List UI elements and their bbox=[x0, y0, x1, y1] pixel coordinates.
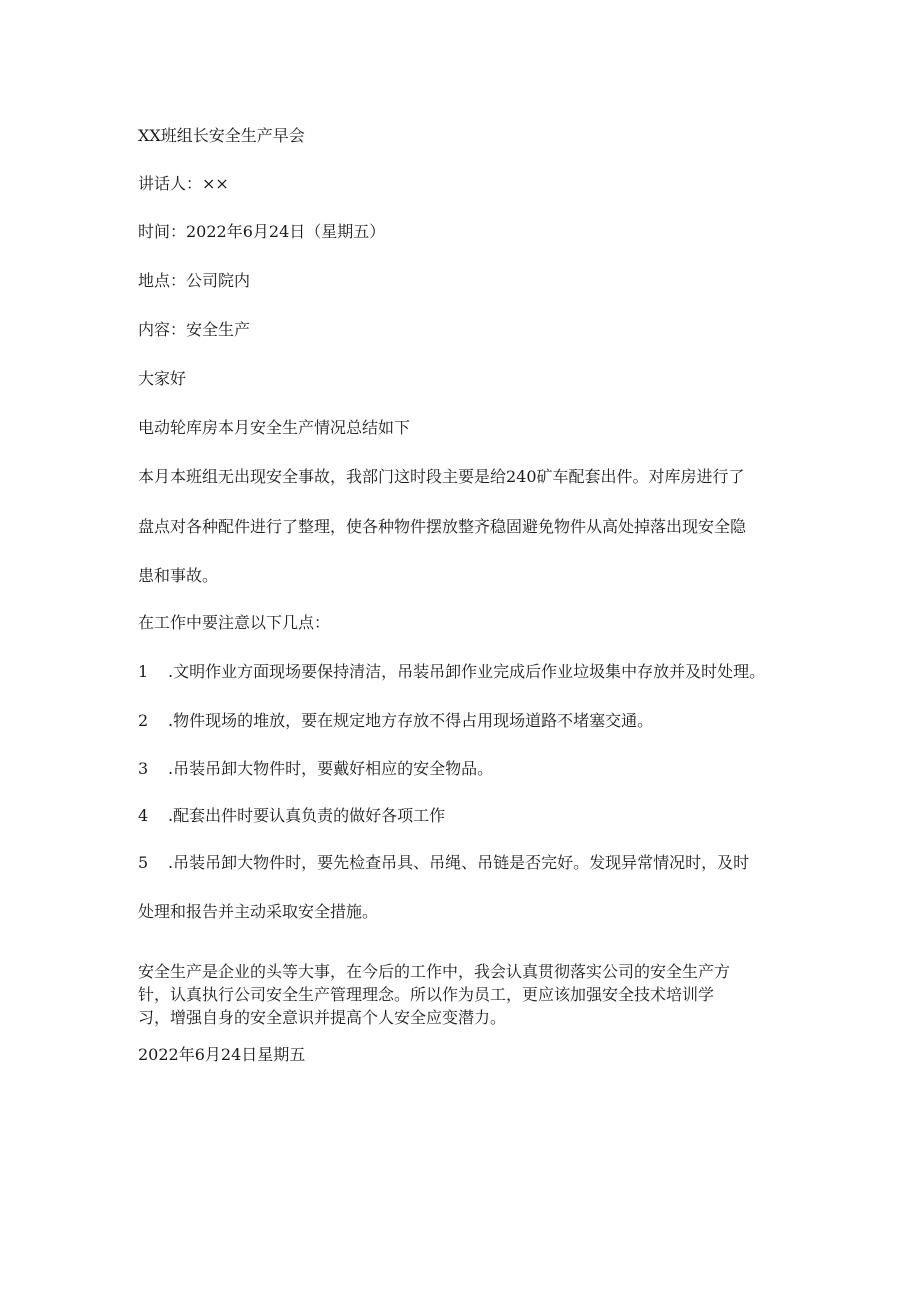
note-number: 2 bbox=[138, 711, 149, 730]
summary-line: 盘点对各种配件进行了整理，使各种物件摆放整齐稳固避免物件从高处掉落出现安全隐 bbox=[138, 517, 747, 536]
note-text: .配套出件时要认真负责的做好各项工作 bbox=[168, 806, 446, 825]
note-number: 3 bbox=[138, 759, 149, 778]
summary-line: 本月本班组无出现安全事故，我部门这时段主要是给240矿车配套出件。对库房进行了 bbox=[138, 467, 745, 486]
note-number: 5 bbox=[138, 853, 149, 872]
note-text: .吊装吊卸大物件时，要先检查吊具、吊绳、吊链是否完好。发现异常情况时，及时 bbox=[168, 853, 750, 872]
content-line: 内容：安全生产 bbox=[138, 320, 251, 339]
notes-intro: 在工作中要注意以下几点： bbox=[138, 613, 331, 632]
note-text: .吊装吊卸大物件时，要戴好相应的安全物品。 bbox=[168, 759, 494, 778]
note-item bbox=[138, 853, 749, 873]
note-text: .文明作业方面现场要保持清洁，吊装吊卸作业完成后作业垃圾集中存放并及时处理。 bbox=[168, 662, 766, 681]
date-footer: 2022年6月24日星期五 bbox=[138, 1045, 306, 1064]
closing-line: 安全生产是企业的头等大事，在今后的工作中，我会认真贯彻落实公司的安全生产方 bbox=[138, 962, 731, 981]
time-line: 时间：2022年6月24日（星期五） bbox=[138, 222, 386, 241]
greeting-line: 大家好 bbox=[138, 369, 187, 388]
note-number: 4 bbox=[138, 806, 149, 825]
summary-intro: 电动轮库房本月安全生产情况总结如下 bbox=[138, 418, 411, 437]
closing-line: 针，认真执行公司安全生产管理理念。所以作为员工，更应该加强安全技术培训学 bbox=[138, 985, 715, 1004]
note-item bbox=[138, 806, 445, 826]
note-item bbox=[138, 711, 653, 731]
note-item bbox=[138, 662, 765, 682]
location-line: 地点：公司院内 bbox=[138, 271, 251, 290]
note-text: .物件现场的堆放，要在规定地方存放不得占用现场道路不堵塞交通。 bbox=[168, 711, 654, 730]
closing-line: 习，增强自身的安全意识并提高个人安全应变潜力。 bbox=[138, 1008, 507, 1027]
speaker-line: 讲话人：×× bbox=[138, 174, 229, 193]
note-number: 1 bbox=[138, 662, 149, 681]
note-item bbox=[138, 759, 493, 779]
note-continuation: 处理和报告并主动采取安全措施。 bbox=[138, 902, 379, 921]
summary-line: 患和事故。 bbox=[138, 566, 219, 585]
document-title: XX班组长安全生产早会 bbox=[138, 126, 305, 145]
closing-paragraph bbox=[138, 960, 798, 1029]
